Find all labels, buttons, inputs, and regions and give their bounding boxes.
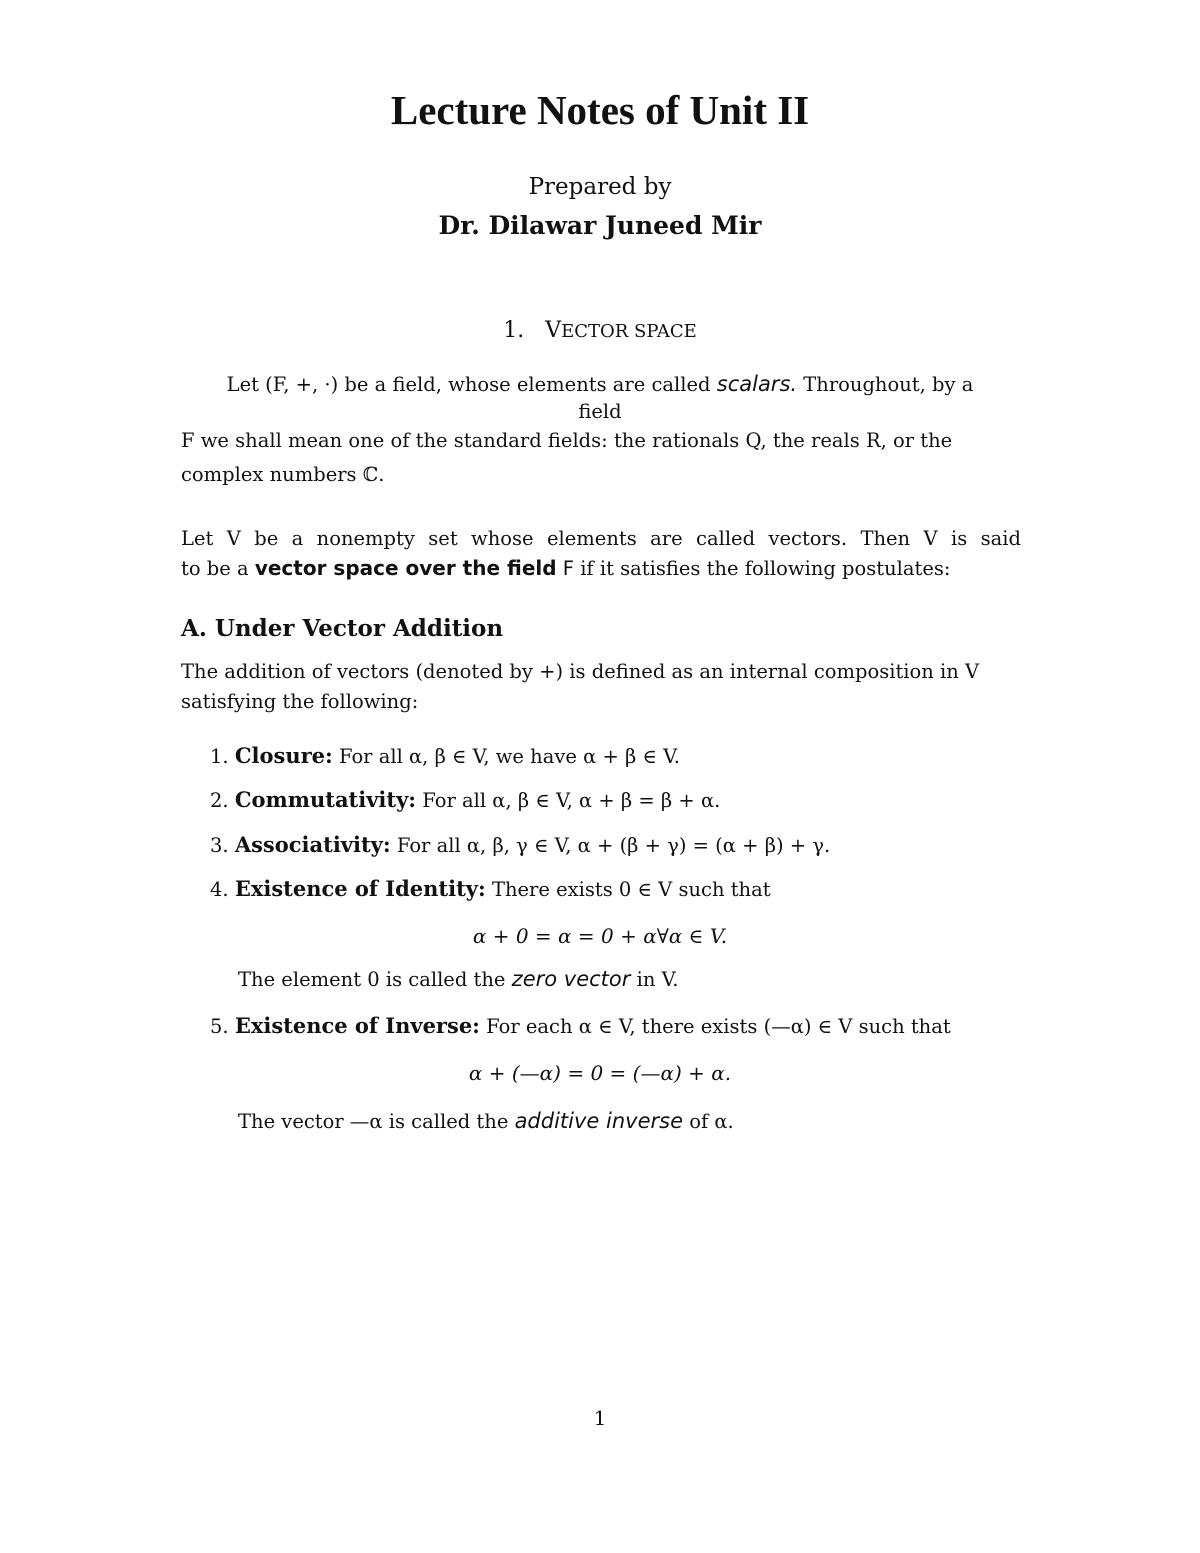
postulate-label: Associativity:	[234, 832, 391, 857]
zero-vector-term: zero vector	[511, 967, 631, 991]
author-name: Dr. Dilawar Juneed Mir	[438, 211, 762, 240]
note-tail: of α.	[683, 1110, 734, 1133]
list-number: 3.	[210, 834, 229, 857]
postulate-label: Closure:	[234, 743, 333, 768]
zero-vector-note	[238, 967, 678, 991]
postulate-text: There exists 0 ∈ V such that	[485, 878, 771, 901]
postulate-text: For each α ∈ V, there exists (—α) ∈ V such that	[479, 1015, 951, 1038]
postulate-text: For all α, β, γ ∈ V, α + (β + γ) = (α + β) + γ.	[390, 834, 831, 857]
document-title: Lecture Notes of Unit II	[390, 87, 810, 133]
subsection-heading: A. Under Vector Addition	[181, 615, 504, 642]
page-number: 1	[593, 1406, 607, 1430]
addition-intro-line-2: satisfying the following:	[181, 690, 419, 713]
field-symbol: F	[556, 557, 574, 580]
postulate-closure	[210, 743, 680, 768]
intro-line-1-tail: Throughout, by a	[797, 373, 974, 396]
additive-inverse-term: additive inverse	[514, 1109, 684, 1133]
section-number: 1.	[503, 318, 525, 343]
list-number: 4.	[210, 878, 229, 901]
list-number: 5.	[210, 1015, 229, 1038]
postulate-label: Existence of Inverse:	[234, 1013, 480, 1038]
section-title-initial: V	[545, 318, 562, 343]
postulate-label: Existence of Identity:	[234, 876, 486, 901]
identity-equation: α + 0 = α = 0 + α∀α ∈ V.	[472, 924, 728, 948]
additive-inverse-note	[238, 1109, 734, 1133]
postulate-text: For all α, β ∈ V, α + β = β + α.	[416, 789, 721, 812]
scalars-term: scalars.	[716, 372, 798, 396]
section-heading	[0, 318, 1200, 343]
intro-line-2: field	[578, 400, 622, 423]
inverse-equation: α + (—α) = 0 = (—α) + α.	[468, 1061, 732, 1085]
vector-space-definition-line-2	[181, 556, 1021, 580]
intro-line-1	[0, 372, 1200, 396]
section-title-rest: ECTOR SPACE	[561, 321, 697, 342]
intro-line-3: F we shall mean one of the standard fields: the rationals Q, the reals R, or the	[181, 429, 953, 452]
addition-intro-line-1: The addition of vectors (denoted by +) is defined as an internal composition in V	[181, 660, 980, 683]
postulate-commutativity	[210, 787, 720, 812]
intro-line-1-text: Let (F, +, ·) be a field, whose elements are called	[226, 373, 717, 396]
definition-prefix: to be a	[181, 557, 255, 580]
postulate-inverse	[210, 1013, 951, 1038]
note-tail: in V.	[630, 968, 679, 991]
definition-suffix: if it satisfies the following postulates:	[574, 557, 951, 580]
vector-space-definition-line-1: Let V be a nonempty set whose elements are called vectors. Then V is said	[181, 527, 1021, 550]
postulate-text: For all α, β ∈ V, we have α + β ∈ V.	[332, 745, 680, 768]
definition-term: vector space over the field	[254, 556, 557, 580]
postulate-identity	[210, 876, 771, 901]
list-number: 2.	[210, 789, 229, 812]
note-text: The vector —α is called the	[238, 1110, 515, 1133]
postulate-label: Commutativity:	[234, 787, 417, 812]
note-text: The element 0 is called the	[238, 968, 512, 991]
prepared-by-label: Prepared by	[528, 174, 672, 200]
list-number: 1.	[210, 745, 229, 768]
postulate-associativity	[210, 832, 830, 857]
intro-line-4: complex numbers ℂ.	[181, 463, 385, 486]
